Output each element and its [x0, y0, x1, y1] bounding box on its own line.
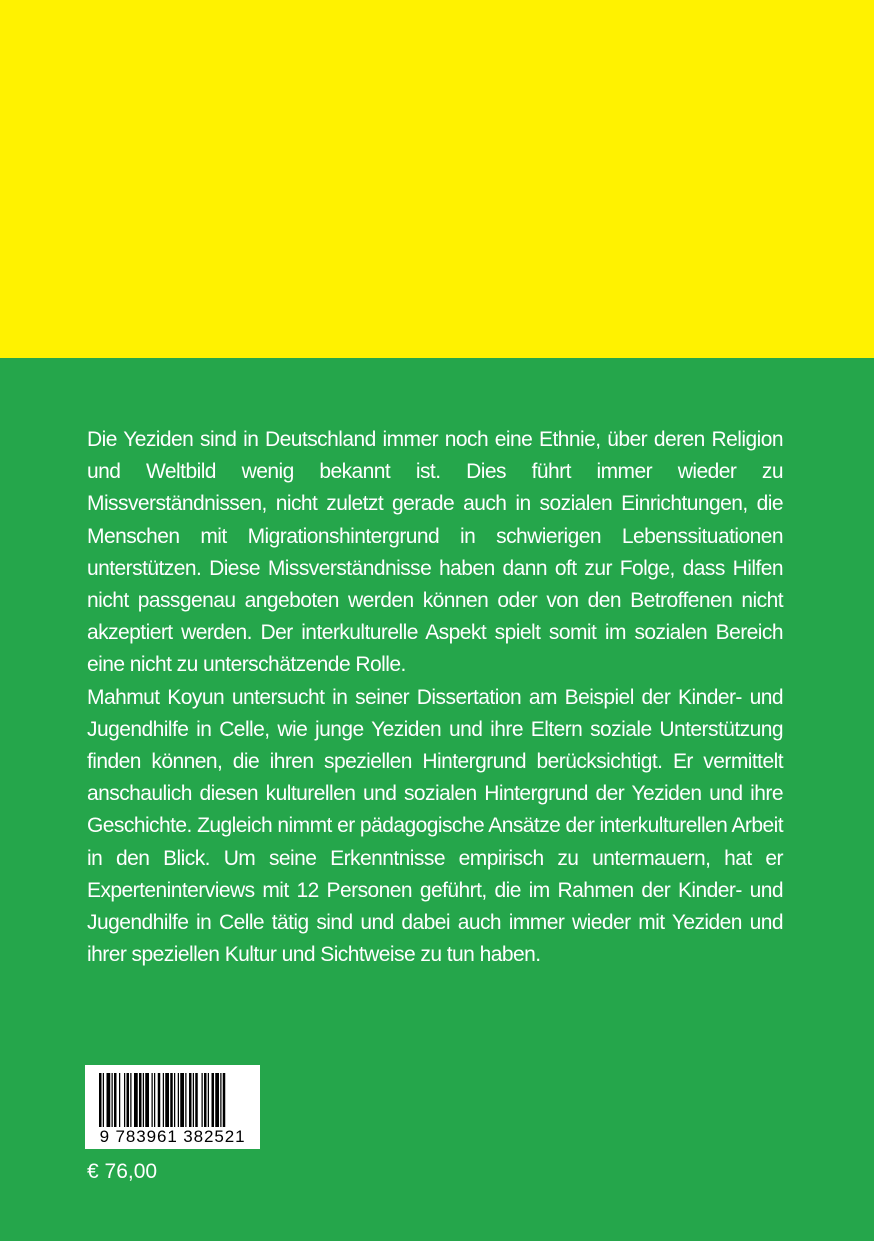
- price: € 76,00: [87, 1160, 158, 1183]
- barcode-bar: [152, 1073, 153, 1127]
- barcode-bar: [195, 1073, 198, 1127]
- barcode-bar: [178, 1073, 179, 1127]
- barcode-bar: [223, 1073, 226, 1127]
- barcode-bar: [154, 1073, 155, 1127]
- barcode-bar: [107, 1073, 111, 1127]
- barcode-bar: [202, 1073, 203, 1127]
- barcode-bar: [215, 1073, 219, 1127]
- back-cover-blurb: [87, 424, 783, 971]
- isbn-digits: 9 783961 382521: [99, 1127, 246, 1146]
- barcode-bar: [212, 1073, 215, 1127]
- barcode-bar: [180, 1073, 184, 1127]
- barcode-bar: [163, 1073, 164, 1127]
- barcode-bar: [208, 1073, 209, 1127]
- isbn-barcode: [85, 1065, 260, 1149]
- barcode-bar: [134, 1073, 138, 1127]
- barcode-bar: [119, 1073, 120, 1127]
- barcode-bar: [185, 1073, 186, 1127]
- barcode-bar: [127, 1073, 130, 1127]
- barcode-bar: [170, 1073, 173, 1127]
- barcode-bar: [114, 1073, 117, 1127]
- barcode-bar: [99, 1073, 102, 1127]
- barcode-bar: [174, 1073, 175, 1127]
- blurb-paragraph-2: Mahmut Koyun untersucht in seiner Dissertation am Beispiel der Kinder- und Jugendhilfe in Celle, wie junge Yeziden und ihre Eltern soziale Unterstützung finden können, die ihren speziellen Hintergrund berücksichtigt. Er vermittelt anschaulich diesen kulturellen und sozialen Hintergrund der Yeziden und ihre Geschichte. Zugleich nimmt er pädagogische Ansätze der interkulturellen Arbeit in den Blick. Um seine Erkenntnisse empirisch zu untermauern, hat er Experteninterviews mit 12 Personen geführt, die im Rahmen der Kinder- und Jugendhilfe in Celle tätig sind und dabei auch immer wieder mit Yeziden und ihrer speziellen Kultur und Sichtweise zu tun haben.: [87, 685, 783, 967]
- barcode-bar: [130, 1073, 131, 1127]
- barcode-bar: [124, 1073, 125, 1127]
- barcode-bar: [165, 1073, 169, 1127]
- barcode-bar: [220, 1073, 221, 1127]
- barcode-bar: [139, 1073, 142, 1127]
- barcode-bar: [103, 1073, 104, 1127]
- barcode-bar: [193, 1073, 194, 1127]
- blurb-paragraph-1: Die Yeziden sind in Deutschland immer noch eine Ethnie, über deren Religion und Weltbild wenig bekannt ist. Dies führt immer wieder zu Missverständnissen, nicht zuletzt gerade auch in sozialen Einrichtungen, die Menschen mit Migrationshintergrund in schwierigen Lebenssituationen unterstützen. Diese Missverständnisse haben dann oft zur Folge, dass Hilfen nicht passgenau angeboten werden können oder von den Betroffenen nicht akzeptiert werden. Der interkulturelle Aspekt spielt somit im sozialen Bereich eine nicht zu unterschätzende Rolle.: [87, 428, 783, 677]
- cover-top-yellow-band: [0, 0, 874, 358]
- barcode-bar: [158, 1073, 161, 1127]
- barcode-bar: [143, 1073, 144, 1127]
- barcode-bar: [112, 1073, 113, 1127]
- barcode-bar: [189, 1073, 192, 1127]
- barcode-bar: [145, 1073, 149, 1127]
- barcode-bar: [204, 1073, 207, 1127]
